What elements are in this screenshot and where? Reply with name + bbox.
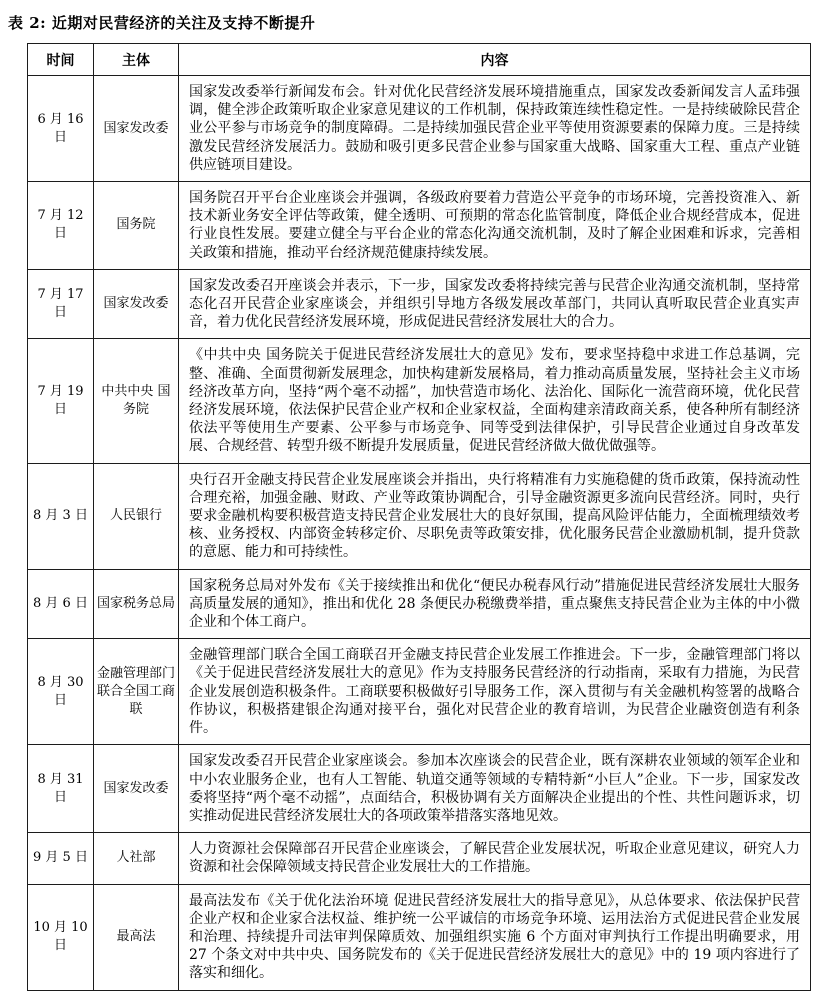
cell-time: 9 月 5 日 — [28, 833, 94, 884]
table-row — [28, 833, 811, 884]
cell-time: 8 月 3 日 — [28, 463, 94, 569]
cell-time: 8 月 6 日 — [28, 569, 94, 639]
column-header-subject: 主体 — [94, 44, 179, 76]
cell-subject: 中共中央 国务院 — [94, 339, 179, 463]
cell-content: 国家发改委举行新闻发布会。针对优化民营经济发展环境措施重点，国家发改委新闻发言人孟玮强调，健全涉企政策听取企业家意见建议的工作机制，保持政策连续性稳定性。一是持续破除民营企业公平参与市场竞争的制度障碍。二是持续加强民营企业平等使用资源要素的保障力度。三是持续激发民营经济发展活力。鼓励和吸引更多民营企业参与国家重大战略、国家重大工程、重点产业链供应链项目建设。 — [179, 76, 811, 182]
table-title: 表 2: 近期对民营经济的关注及支持不断提升 — [8, 14, 316, 32]
cell-content: 国务院召开平台企业座谈会并强调，各级政府要着力营造公平竞争的市场环境，完善投资准入、新技术新业务安全评估等政策，健全透明、可预期的常态化监管制度，降低企业合规经营成本，促进行业良性发展。要建立健全与平台企业的常态化沟通交流机制，及时了解企业困难和诉求，完善相关政策和措施，推动平台经济规范健康持续发展。 — [179, 182, 811, 270]
cell-subject: 人社部 — [94, 833, 179, 884]
table-row — [28, 463, 811, 569]
cell-time: 6 月 16 日 — [28, 76, 94, 182]
table-row — [28, 639, 811, 745]
cell-subject: 国家发改委 — [94, 76, 179, 182]
cell-content: 《中共中央 国务院关于促进民营经济发展壮大的意见》发布，要求坚持稳中求进工作总基调，完整、准确、全面贯彻新发展理念，加快构建新发展格局，着力推动高质量发展，坚持社会主义市场经济改革方向，坚持“两个毫不动摇”，加快营造市场化、法治化、国际化一流营商环境，优化民营经济发展环境，依法保护民营企业产权和企业家权益，全面构建亲清政商关系，使各种所有制经济依法平等使用生产要素、公平参与市场竞争、同等受到法律保护，引导民营企业通过自身改革发展、合规经营、转型升级不断提升发展质量，促进民营经济做大做优做强等。 — [179, 339, 811, 463]
cell-subject: 最高法 — [94, 884, 179, 990]
policy-support-table — [27, 43, 811, 991]
table-row — [28, 745, 811, 833]
cell-subject: 国家发改委 — [94, 745, 179, 833]
cell-subject: 金融管理部门联合全国工商联 — [94, 639, 179, 745]
cell-content: 人力资源社会保障部召开民营企业座谈会，了解民营企业发展状况，听取企业意见建议，研究人力资源和社会保障领域支持民营企业发展壮大的工作措施。 — [179, 833, 811, 884]
table-row — [28, 884, 811, 990]
cell-content: 央行召开金融支持民营企业发展座谈会并指出，央行将精准有力实施稳健的货币政策，保持流动性合理充裕，加强金融、财政、产业等政策协调配合，引导金融资源更多流向民营经济。同时，央行要求金融机构要积极营造支持民营企业发展壮大的良好氛围，提高风险评估能力，全面梳理绩效考核、业务授权、内部资金转移定价、尽职免责等政策安排，优化服务民营企业激励机制，提升贷款的意愿、能力和可持续性。 — [179, 463, 811, 569]
cell-content: 国家发改委召开座谈会并表示，下一步，国家发改委将持续完善与民营企业沟通交流机制，坚持常态化召开民营企业家座谈会，并组织引导地方各级发展改革部门，共同认真听取民营企业真实声音，着力优化民营经济发展环境，形成促进民营经济发展壮大的合力。 — [179, 269, 811, 339]
cell-time: 8 月 31 日 — [28, 745, 94, 833]
cell-subject: 国家发改委 — [94, 269, 179, 339]
cell-time: 7 月 17 日 — [28, 269, 94, 339]
header-row — [28, 44, 811, 76]
cell-subject: 人民银行 — [94, 463, 179, 569]
cell-content: 金融管理部门联合全国工商联召开金融支持民营企业发展工作推进会。下一步，金融管理部门将以《关于促进民营经济发展壮大的意见》作为支持服务民营经济的行动指南，采取有力措施，为民营企业发展创造积极条件。工商联要积极做好引导服务工作，深入贯彻与有关金融机构签署的战略合作协议，积极搭建银企沟通对接平台，强化对民营企业的教育培训，为民营企业融资创造有利条件。 — [179, 639, 811, 745]
cell-subject: 国务院 — [94, 182, 179, 270]
cell-content: 国家税务总局对外发布《关于接续推出和优化“便民办税春风行动”措施促进民营经济发展壮大服务高质量发展的通知》，推出和优化 28 条便民办税缴费举措，重点聚焦支持民营企业为主体的中小微企业和个体工商户。 — [179, 569, 811, 639]
table-row — [28, 182, 811, 270]
column-header-content: 内容 — [179, 44, 811, 76]
cell-time: 8 月 30 日 — [28, 639, 94, 745]
cell-subject: 国家税务总局 — [94, 569, 179, 639]
table-row — [28, 569, 811, 639]
cell-content: 最高法发布《关于优化法治环境 促进民营经济发展壮大的指导意见》，从总体要求、依法保护民营企业产权和企业家合法权益、维护统一公平诚信的市场竞争环境、运用法治方式促进民营企业发展和治理、持续提升司法审判保障质效、加强组织实施 6 个方面对审判执行工作提出明确要求，用 27 个条文对中共中央、国务院发布的《关于促进民营经济发展壮大的意见》中的 19 项内容进行了落实和细化。 — [179, 884, 811, 990]
table-row — [28, 269, 811, 339]
cell-time: 7 月 19 日 — [28, 339, 94, 463]
table-row — [28, 339, 811, 463]
cell-content: 国家发改委召开民营企业家座谈会。参加本次座谈会的民营企业，既有深耕农业领域的领军企业和中小农业服务企业，也有人工智能、轨道交通等领域的专精特新“小巨人”企业。下一步，国家发改委将坚持“两个毫不动摇”，点面结合，积极协调有关方面解决企业提出的个性、共性问题诉求，切实推动促进民营经济发展壮大的各项政策举措落实落地见效。 — [179, 745, 811, 833]
table-row — [28, 76, 811, 182]
column-header-time: 时间 — [28, 44, 94, 76]
cell-time: 7 月 12 日 — [28, 182, 94, 270]
cell-time: 10 月 10 日 — [28, 884, 94, 990]
